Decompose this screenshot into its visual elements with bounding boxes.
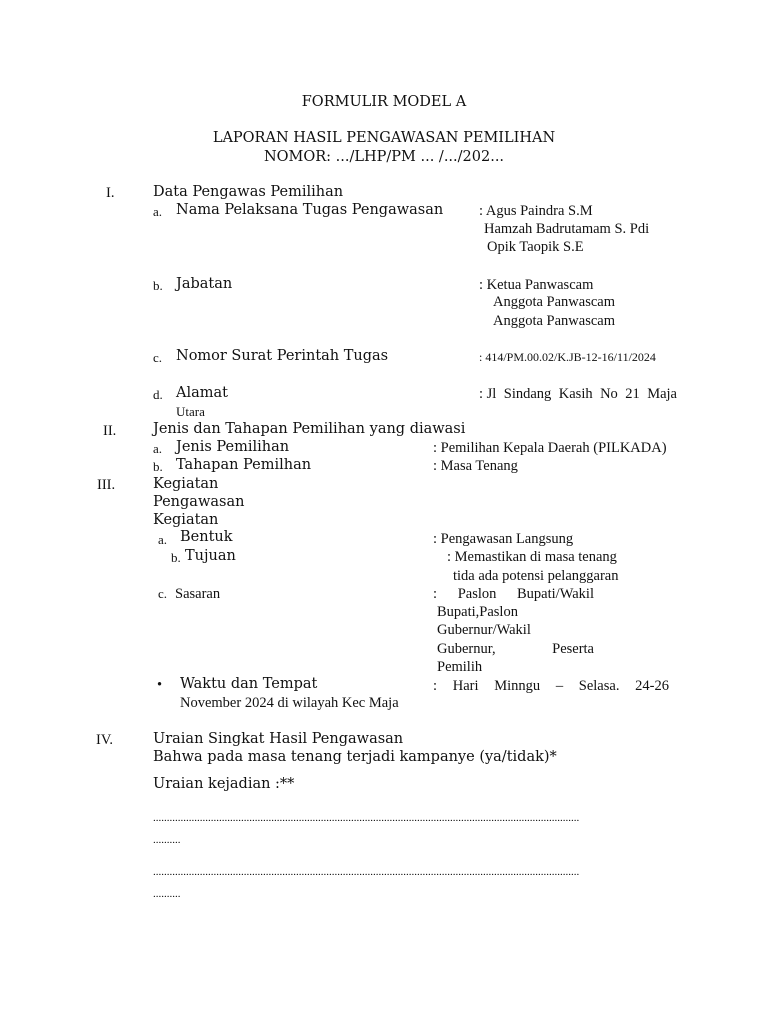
uraian-label: Uraian kejadian :** [153, 776, 295, 792]
sasaran-word: Gubernur, [437, 641, 496, 657]
sasaran-word: : [433, 586, 438, 602]
waktu-label: Waktu dan Tempat [180, 676, 318, 692]
item-a-mark: a. [153, 204, 163, 219]
dotted-line: ........................................................................................................................................................... [153, 866, 580, 878]
item-a-value-2: Hamzah Badrutamam S. Pdi [484, 221, 650, 237]
address-word: : Jl [479, 386, 497, 402]
tahapan-label: Tahapan Pemilhan [176, 457, 312, 473]
address-word: Kasih [558, 386, 593, 402]
item-c-label: Nomor Surat Perintah Tugas [176, 348, 389, 364]
address-word: 21 [625, 386, 640, 402]
item-b-value-1: : Ketua Panwascam [479, 277, 594, 293]
jenis-label: Jenis Pemilihan [176, 439, 290, 455]
waktu-value [433, 678, 669, 695]
item-a-value-3: Opik Taopik S.E [487, 239, 584, 255]
sasaran-value-2: Bupati,Paslon [437, 604, 518, 620]
dotted-line-short: .......... [153, 888, 181, 900]
sasaran-value-3: Gubernur/Wakil [437, 622, 531, 638]
item-d-value [479, 386, 677, 403]
section-3-title-2: Pengawasan [153, 494, 245, 510]
section-3-title-1: Kegiatan [153, 476, 219, 492]
sasaran-word: Bupati/Wakil [517, 586, 594, 602]
sasaran-value-4 [437, 641, 594, 658]
item-c-mark: c. [153, 350, 163, 365]
report-number: NOMOR: .../LHP/PM ... /.../202... [263, 149, 505, 165]
sasaran-mark: c. [158, 586, 168, 601]
tujuan-value-2: tida ada potensi pelanggaran [453, 568, 619, 584]
section-3-title-3: Kegiatan [153, 512, 219, 528]
item-d-value-cont: Utara [176, 404, 205, 419]
report-title: LAPORAN HASIL PENGAWASAN PEMILIHAN [212, 130, 556, 146]
bentuk-label: Bentuk [180, 529, 233, 545]
address-word: Sindang [503, 386, 552, 402]
sasaran-value-1 [433, 586, 594, 603]
sasaran-word: Paslon [457, 586, 497, 602]
sasaran-label: Sasaran [175, 586, 221, 602]
dotted-line: ........................................................................................................................................................... [153, 812, 580, 824]
section-4-title: Uraian Singkat Hasil Pengawasan [153, 731, 404, 747]
section-1-number: I. [106, 185, 115, 201]
item-b-value-3: Anggota Panwascam [493, 313, 616, 329]
item-a-label: Nama Pelaksana Tugas Pengawasan [176, 202, 444, 218]
item-d-label: Alamat [176, 385, 228, 401]
address-word: Maja [647, 386, 677, 402]
item-a-value-1: : Agus Paindra S.M [479, 203, 593, 219]
form-title: FORMULIR MODEL A [301, 94, 467, 110]
section-3-number: III. [97, 477, 116, 493]
jenis-value: : Pemilihan Kepala Daerah (PILKADA) [433, 440, 667, 456]
bentuk-mark: a. [158, 532, 168, 547]
waktu-value-cont: November 2024 di wilayah Kec Maja [180, 695, 399, 711]
item-b-mark: b. [153, 278, 163, 293]
tahapan-value: : Masa Tenang [433, 458, 518, 474]
waktu-word: 24-26 [635, 678, 669, 694]
item-b-value-2: Anggota Panwascam [493, 294, 616, 310]
waktu-word: Selasa. [578, 678, 620, 694]
section-1-title: Data Pengawas Pemilihan [153, 184, 344, 200]
waktu-word: : [433, 678, 438, 694]
tujuan-value-1: : Memastikan di masa tenang [447, 549, 617, 565]
sasaran-word: Peserta [552, 641, 594, 657]
dotted-line-short: .......... [153, 834, 181, 846]
tahapan-mark: b. [153, 459, 163, 474]
waktu-word: Minngu [494, 678, 541, 694]
sasaran-value-5: Pemilih [437, 659, 483, 675]
section-2-number: II. [103, 423, 117, 439]
section-4-number: IV. [96, 732, 114, 748]
section-2-title: Jenis dan Tahapan Pemilihan yang diawasi [153, 421, 466, 437]
item-d-mark: d. [153, 387, 163, 402]
item-b-label: Jabatan [176, 276, 233, 292]
jenis-mark: a. [153, 441, 163, 456]
waktu-word: – [555, 678, 564, 694]
tujuan-label: Tujuan [185, 548, 236, 564]
bullet-icon: • [157, 677, 163, 693]
address-word: No [600, 386, 618, 402]
waktu-word: Hari [452, 678, 479, 694]
tujuan-mark: b. [171, 550, 181, 565]
kampanye-statement: Bahwa pada masa tenang terjadi kampanye (ya/tidak)* [153, 749, 557, 765]
item-c-value: : 414/PM.00.02/K.JB-12-16/11/2024 [479, 350, 656, 364]
bentuk-value: : Pengawasan Langsung [433, 531, 574, 547]
